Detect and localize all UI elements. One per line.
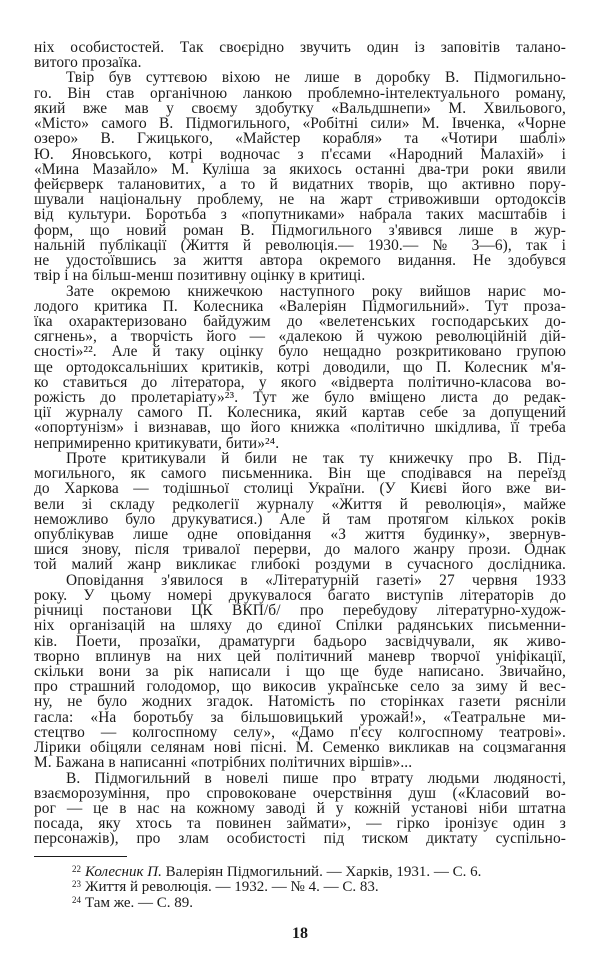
page-number: 18 (292, 925, 308, 942)
text-line: непримиренно критикувати, бити»²⁴. (34, 434, 280, 452)
text-line: могильного, як самого письменника. Він ще сподівався на переїзд (34, 465, 566, 483)
text-line: стецтво — колгоспному селу», «Дамо п'єсу колгоспному театрові». (34, 723, 566, 741)
text-line: ко ставиться до літератора, у якого «відверта політично-класова во- (34, 373, 566, 391)
text-line: нальній публікації (Життя й революція.— 1930.— № 3—6), так і (34, 236, 566, 254)
text-line: ків. Поети, прозаїки, драматурги бадьоро засвідчували, як живо- (34, 632, 566, 650)
text-line: опублікував лише одне оповідання «З життя будинку», звернув- (34, 526, 566, 543)
text-line: який вже мав у своєму здобутку «Вальдшнепи» М. Хвильового, (34, 99, 566, 117)
text-line: сягнень», а творчість його — «далекою й чужою революційній дій- (34, 328, 566, 346)
text-line: про страшний голодомор, що викосив українське село за зиму й вес- (34, 678, 566, 696)
text-line: Зате окремою книжечкою наступного року вийшов нарис мо- (66, 282, 566, 300)
text-line: той малий жанр викликає глибокі роздуми в сучасного дослідника. (34, 556, 566, 574)
text-line: неможливо було друкуватися.) Але й там протягом кількох років (34, 510, 566, 528)
text-line: їка охарактеризовано байдужим до «велетенських господарських до- (34, 312, 566, 330)
body-text (34, 40, 566, 847)
text-line: скільки вони за рік написали і що ще буде написано. Звичайно, (34, 662, 566, 680)
text-line: ції журналу самого П. Колесника, який картав себе за допущений (34, 404, 566, 422)
text-line: сності»²². Але й таку оцінку було нещадно розкритиковано групою (34, 343, 566, 361)
text-line: форм, що новий роман В. Підмогильного з'явився лише в жур- (34, 221, 566, 239)
text-line: шували національну проблему, не на жарт стривоживши ортодоксів (34, 191, 566, 209)
text-line: не удостоївшись за життя автора окремого видання. Не здобувся (34, 252, 566, 270)
footnote-text: Валеріян Підмогильний. — Харків, 1931. — С. 6. (161, 864, 482, 880)
text-line: шися знову, після тривалої перерви, до малого жанру прози. Однак (34, 541, 566, 559)
text-line: вели зі складу редколегії журналу «Життя й революція», майже (34, 495, 566, 513)
footnote-separator (34, 856, 127, 857)
text-line: від культури. Боротьба з «попутниками» набрала таких масштабів і (34, 206, 566, 224)
text-line: рожість до пролетаріату»²³. Тут же було вміщено листа до редак- (34, 389, 566, 407)
text-line: річниці постанови ЦК ВКП/б/ про перебудову літературно-худож- (34, 602, 566, 620)
text-line: фейєрверк талановитих, а то й видатних творів, що активно пору- (34, 175, 566, 193)
footnote-text: Життя й революція. — 1932. — № 4. — С. 83. (85, 879, 379, 896)
text-line: персонажів), про злам особистості під тиском диктату суспільно- (34, 830, 566, 848)
text-line: гасла: «На боротьбу за більшовицький урожай!», «Театральне ми- (34, 708, 566, 726)
footnote-22 (72, 862, 566, 880)
footnotes (72, 862, 566, 911)
footnote-author: Колесник П. (85, 864, 162, 880)
footnote-number: 22 (72, 864, 81, 874)
footnote-23 (72, 877, 566, 896)
text-line: Лірики обіцяли селянам нові пісні. М. Семенко викликав на соцзмагання (34, 739, 566, 757)
text-line: ще ортодоксальніших критиків, котрі доводили, що П. Колесник м'я- (34, 358, 566, 376)
text-line: «опортунізм» і визнавав, що його книжка «політично шкідлива, її треба (34, 419, 566, 437)
text-line: твір і на більш-менш позитивну оцінку в критиці. (34, 267, 366, 285)
text-line: «Мина Мазайло» М. Куліша за якихось останні два-три роки явили (34, 160, 566, 178)
text-line: року. У цьому номері друкувалося багато виступів літераторів до (34, 586, 566, 604)
text-line: ніх організацій на шляху до єдиної Спілки радянських письменни- (34, 617, 566, 635)
text-line: Оповідання з'явилося в «Літературній газеті» 27 червня 1933 (66, 571, 566, 589)
text-line: до Харкова — тодішньої столиці України. (У Києві його вже ви- (34, 480, 566, 498)
text-line: М. Бажана в написанні «потрібних політичних віршів»... (34, 754, 413, 772)
text-line: «Місто» самого В. Підмогильного, «Робітні сили» М. Івченка, «Чорне (34, 115, 566, 133)
footnote-text: Там же. — С. 89. (85, 894, 194, 911)
text-line: творно вплинув на них цей політичний маневр творчої уніфікації, (34, 647, 566, 665)
text-line: взаєморозуміння, про спровоковане очерствіння душ («Класовий во- (34, 784, 566, 802)
text-line: го. Він став органічною ланкою проблемно-інтелектуального роману, (34, 84, 566, 102)
footnote-number: 24 (72, 894, 81, 905)
text-line: Проте критикували й били не так ту книжечку про В. Під- (66, 449, 566, 467)
text-line: В. Підмогильний в новелі пише про втрату людьми людяності, (66, 769, 566, 787)
text-line: витого прозаїка. (34, 54, 142, 72)
text-line: лодого критика П. Колесника «Валеріян Підмогильний». Тут проза- (34, 297, 566, 315)
text-line: озеро» В. Гжицького, «Майстер корабля» та «Чотири шаблі» (34, 130, 566, 148)
text-line: рог — це в нас на кожному заводі й у кожній установі ніби штатна (34, 799, 566, 817)
text-line: Ю. Яновського, котрі водночас з п'єсами «Народний Малахій» і (34, 145, 566, 163)
text-line: ну, не було жодних згадок. Натомість по сторінках газети рясніли (34, 693, 566, 711)
text-line: Твір був суттєвою віхою не лише в доробку В. Підмогильно- (66, 69, 566, 87)
text-line: посада, яку хтось та повинен займати», — гірко іронізує один з (34, 815, 566, 833)
footnote-number: 23 (72, 879, 81, 890)
text-line: ніх особистостей. Так своєрідно звучить один із заповітів талано- (34, 39, 566, 56)
